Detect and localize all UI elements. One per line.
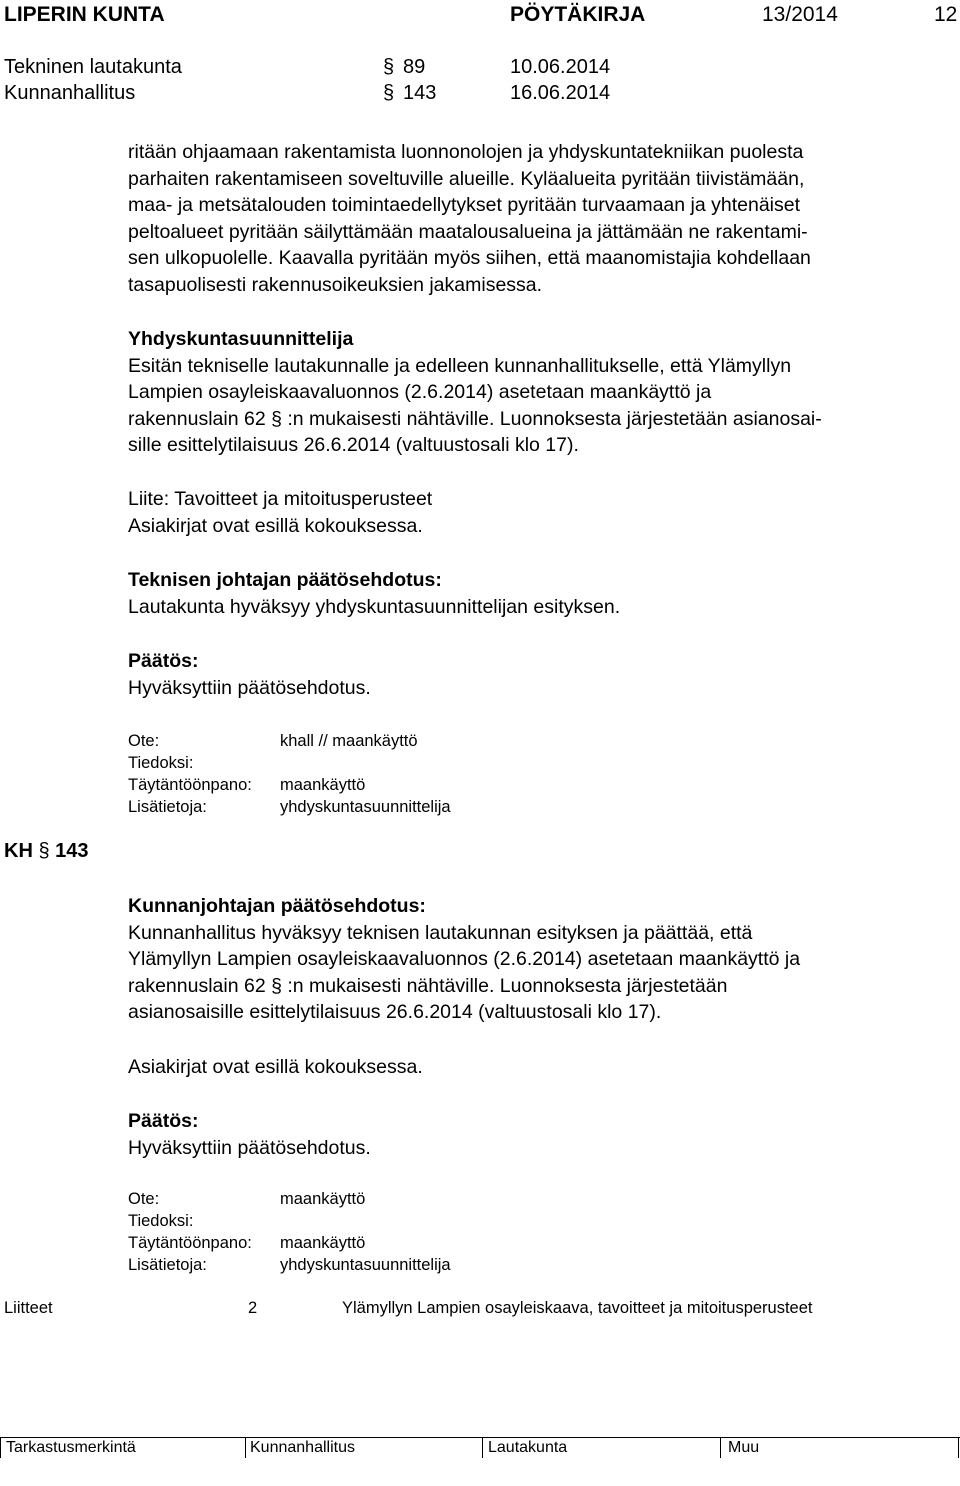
planner-block [128,326,822,459]
distribution-label: Tiedoksi: [128,754,194,772]
distribution-values-2 [280,1188,451,1276]
intro-line: maa- ja metsätalouden toimintaedellytykset pyritään turvaamaan ja yhtenäiset [128,194,801,216]
header-body-1: Tekninen lautakunta [4,56,182,78]
attachments-number: 2 [248,1299,258,1317]
attachments-label: Liitteet [4,1299,53,1317]
distribution-labels-1 [128,730,252,818]
intro-line: ritään ohjaamaan rakentamista luonnonolojen ja yhdyskuntatekniikan puolesta [128,141,804,163]
distribution-label: Täytäntöönpano: [128,776,252,794]
mayor-proposal [128,893,800,1026]
mayor-proposal-line: rakennuslain 62 § :n mukaisesti nähtäville. Luonnoksesta järjestetään [128,974,728,997]
tech-proposal [128,567,620,620]
decision-1 [128,648,371,701]
distribution-value [280,1210,451,1232]
document-type: PÖYTÄKIRJA [510,3,646,26]
kh-prefix: KH [4,840,33,862]
footer-cell-other: Muu [728,1439,760,1456]
decision-heading: Päätös: [128,650,199,672]
header-section-1: 89 [403,56,426,78]
mayor-proposal-heading: Kunnanjohtajan päätösehdotus: [128,895,426,917]
attachment-line: Asiakirjat ovat esillä kokouksessa. [128,514,423,537]
decision-2 [128,1108,371,1161]
section-symbol-icon: § [383,82,395,104]
footer-divider [720,1438,721,1458]
decision-text: Hyväksyttiin päätösehdotus. [128,676,371,699]
municipality-name: LIPERIN KUNTA [4,3,165,26]
mayor-proposal-line: Kunnanhallitus hyväksyy teknisen lautakunnan esityksen ja päättää, että [128,921,753,944]
distribution-value: yhdyskuntasuunnittelija [280,798,451,816]
footer-cell-committee: Lautakunta [488,1439,568,1456]
distribution-label: Lisätietoja: [128,1256,207,1274]
tech-proposal-text: Lautakunta hyväksyy yhdyskuntasuunnittelijan esityksen. [128,595,621,618]
attachment-line: Liite: Tavoitteet ja mitoitusperusteet [128,488,433,510]
distribution-label: Tiedoksi: [128,1212,194,1230]
planner-line: Esitän tekniselle lautakunnalle ja edelleen kunnanhallitukselle, että Ylämyllyn [128,354,792,377]
distribution-value: maankäyttö [280,1190,366,1208]
distribution-label: Lisätietoja: [128,798,207,816]
planner-line: sille esittelytilaisuus 26.6.2014 (valtuustosali klo 17). [128,434,579,456]
footer-cell-review: Tarkastusmerkintä [6,1439,136,1456]
distribution-label: Täytäntöönpano: [128,1234,252,1252]
header-date-2: 16.06.2014 [510,82,611,104]
planner-heading: Yhdyskuntasuunnittelija [128,328,354,350]
decision-heading: Päätös: [128,1110,199,1132]
distribution-label: Ote: [128,1190,160,1208]
distribution-labels-2 [128,1188,252,1276]
section-symbol-icon: § [383,56,395,78]
footer-divider [245,1438,246,1458]
intro-line: tasapuolisesti rakennusoikeuksien jakamisessa. [128,273,543,296]
attachment-note [128,486,432,539]
distribution-value: yhdyskuntasuunnittelija [280,1256,451,1274]
intro-paragraph [128,139,811,298]
mayor-proposal-line: Ylämyllyn Lampien osayleiskaavaluonnos (2.6.2014) asetetaan maankäyttö ja [128,948,801,970]
distribution-value: maankäyttö [280,776,366,794]
intro-line: sen ulkopuolelle. Kaavalla pyritään myös siihen, että maanomistajia kohdellaan [128,247,811,269]
header-date-1: 10.06.2014 [510,56,611,78]
planner-line: Lampien osayleiskaavaluonnos (2.6.2014) asetetaan maankäyttö ja [128,381,712,403]
intro-line: peltoalueet pyritään säilyttämään maatalousalueina ja jättämään ne rakentami- [128,220,808,243]
header-section-2: 143 [403,82,437,104]
distribution-value: maankäyttö [280,1234,366,1252]
decision-text: Hyväksyttiin päätösehdotus. [128,1136,371,1159]
attachments-text: Ylämyllyn Lampien osayleiskaava, tavoitteet ja mitoitusperusteet [342,1299,813,1317]
mayor-proposal-line: asianosaisille esittelytilaisuus 26.6.2014 (valtuustosali klo 17). [128,1001,662,1023]
footer-top-rule [0,1437,960,1438]
distribution-value [280,752,451,774]
kh-section-label [4,840,89,863]
planner-line: rakennuslain 62 § :n mukaisesti nähtäville. Luonnoksesta järjestetään asianosai- [128,407,822,430]
distribution-values-1 [280,730,451,818]
document-number: 13/2014 [762,3,838,26]
footer-divider [0,1438,1,1458]
footer-divider [482,1438,483,1458]
footer-cell-board: Kunnanhallitus [250,1439,355,1456]
distribution-value: khall // maankäyttö [280,732,418,750]
tech-proposal-heading: Teknisen johtajan päätösehdotus: [128,569,442,591]
intro-line: parhaiten rakentamiseen soveltuville alueille. Kyläalueita pyritään tiivistämään, [128,167,805,190]
footer-divider [958,1438,959,1458]
documents-note: Asiakirjat ovat esillä kokouksessa. [128,1056,423,1078]
header-body-2: Kunnanhallitus [4,82,136,104]
kh-number: 143 [55,840,89,862]
section-symbol-icon: § [38,840,50,862]
distribution-label: Ote: [128,732,160,750]
page-number: 12 [934,3,958,26]
